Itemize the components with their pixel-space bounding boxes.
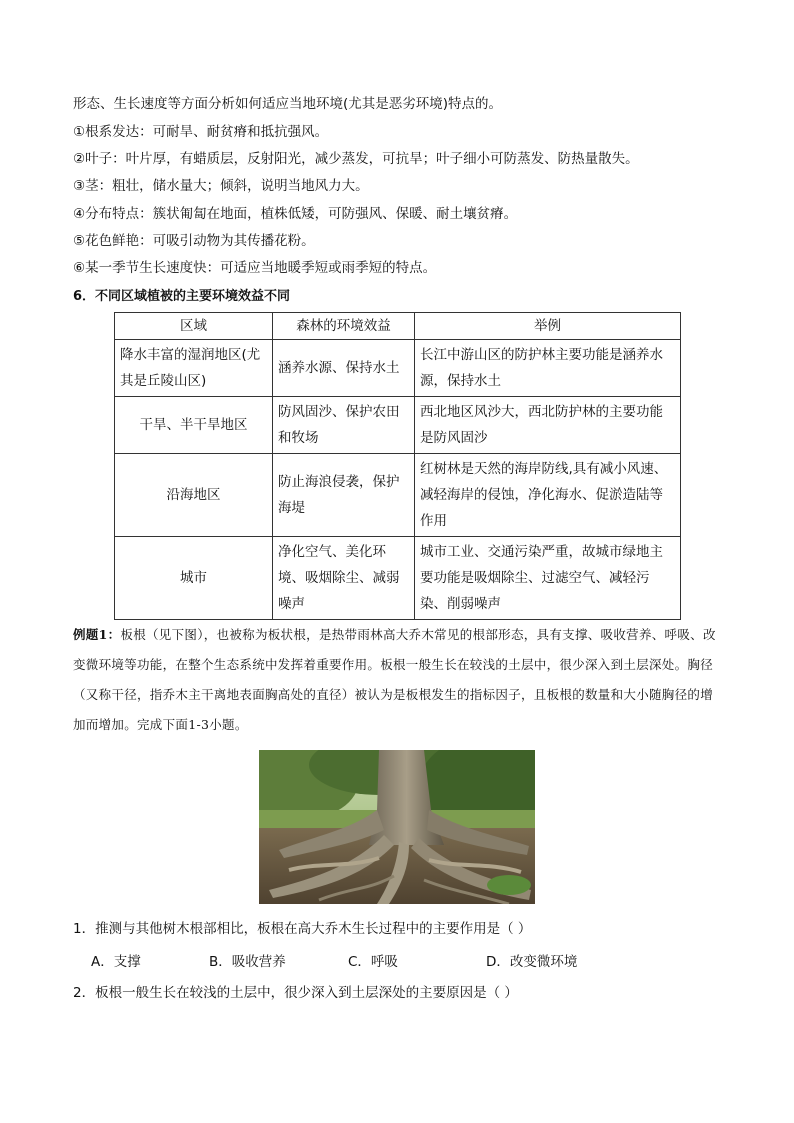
table-header-row <box>115 313 681 340</box>
intro-line-stem: ③茎：粗壮，储水量大；倾斜，说明当地风力大。 <box>73 178 369 194</box>
header-region: 区域 <box>115 313 273 340</box>
table-row <box>115 340 681 397</box>
table-row <box>115 537 681 620</box>
table-row <box>115 454 681 537</box>
cell-region: 城市 <box>115 537 273 620</box>
intro-line-roots: ①根系发达：可耐旱、耐贫瘠和抵抗强风。 <box>73 124 329 140</box>
intro-line: 形态、生长速度等方面分析如何适应当地环境(尤其是恶劣环境)特点的。 <box>73 96 503 112</box>
intro-line-leaves: ②叶子：叶片厚，有蜡质层，反射阳光，减少蒸发，可抗旱；叶子细小可防蒸发、防热量散失。 <box>73 151 639 167</box>
option-d[interactable]: D．改变微环境 <box>486 954 578 970</box>
cell-example: 城市工业、交通污染严重，故城市绿地主要功能是吸烟除尘、过滤空气、减轻污染、削弱噪声 <box>415 537 681 620</box>
buttress-root-photo <box>259 750 535 904</box>
example-tag: 例题1： <box>73 627 121 642</box>
header-example: 举例 <box>415 313 681 340</box>
cell-region: 干旱、半干旱地区 <box>115 397 273 454</box>
intro-line-distribution: ④分布特点：簇状匍匐在地面，植株低矮，可防强风、保暖、耐土壤贫瘠。 <box>73 206 518 222</box>
question-1: 1．推测与其他树木根部相比，板根在高大乔木生长过程中的主要作用是（ ） <box>73 921 532 937</box>
cell-region: 降水丰富的湿润地区(尤其是丘陵山区) <box>115 340 273 397</box>
cell-example: 长江中游山区的防护林主要功能是涵养水源，保持水土 <box>415 340 681 397</box>
cell-region: 沿海地区 <box>115 454 273 537</box>
option-b[interactable]: B．吸收营养 <box>209 954 286 970</box>
cell-example: 红树林是天然的海岸防线,具有减小风速、减轻海岸的侵蚀，净化海水、促淤造陆等作用 <box>415 454 681 537</box>
cell-example: 西北地区风沙大，西北防护林的主要功能是防风固沙 <box>415 397 681 454</box>
table-row <box>115 397 681 454</box>
option-c[interactable]: C．呼吸 <box>348 954 398 970</box>
header-benefit: 森林的环境效益 <box>273 313 415 340</box>
example-paragraph <box>73 620 721 740</box>
cell-benefit: 涵养水源、保持水土 <box>273 340 415 397</box>
intro-line-flowers: ⑤花色鲜艳：可吸引动物为其传播花粉。 <box>73 233 315 249</box>
section-title: 6．不同区域植被的主要环境效益不同 <box>73 289 291 304</box>
example-text: 板根（见下图），也被称为板状根，是热带雨林高大乔木常见的根部形态，具有支撑、吸收营养、呼吸、改变微环境等功能，在整个生态系统中发挥着重要作用。板根一般生长在较浅的土层中，很少深入到土层深处。胸径（又称干径，指乔木主干离地表面胸高处的直径）被认为是板根发生的指标因子，且板根的数量和大小随胸径的增加而增加。完成下面1-3小题。 <box>73 627 716 732</box>
intro-line-growth: ⑥某一季节生长速度快：可适应当地暖季短或雨季短的特点。 <box>73 260 437 276</box>
cell-benefit: 防风固沙、保护农田和牧场 <box>273 397 415 454</box>
cell-benefit: 净化空气、美化环境、吸烟除尘、减弱噪声 <box>273 537 415 620</box>
cell-benefit: 防止海浪侵袭，保护海堤 <box>273 454 415 537</box>
vegetation-benefit-table <box>114 312 681 620</box>
question-2: 2．板根一般生长在较浅的土层中，很少深入到土层深处的主要原因是（ ） <box>73 985 518 1001</box>
option-a[interactable]: A．支撑 <box>91 954 141 970</box>
